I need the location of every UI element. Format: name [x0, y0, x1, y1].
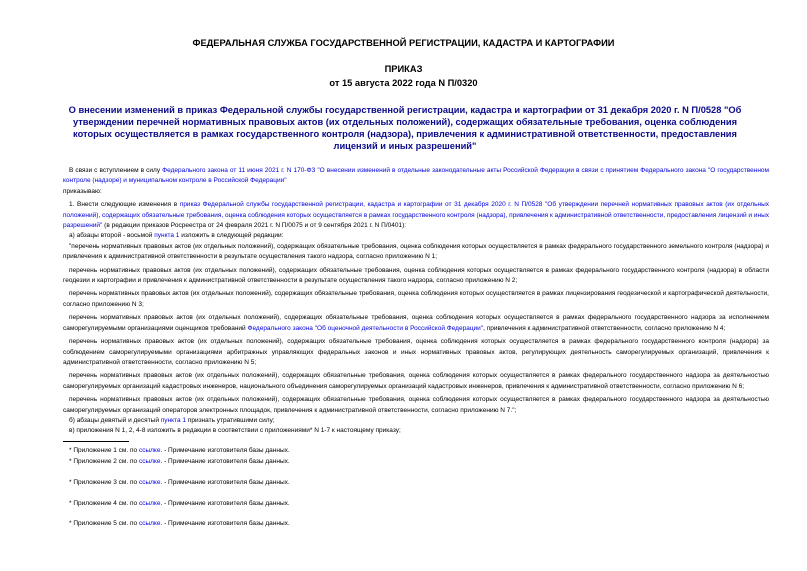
paragraph-list-2: перечень нормативных правовых актов (их отдельных положений), содержащих обязательные требования, оценка соблюдения которых осуществляется в рамках федерального государственного контроля (надзора) в области геодезии и картографии и привлечения к административной ответственности в результате осуществления такого надзора, согласно приложению N 2; — [63, 266, 769, 285]
paragraph-item-v: в) приложения N 1, 2, 4-8 изложить в редакции в соответствии с приложениями* N 1-7 к настоящему приказу; — [69, 427, 401, 435]
footnote-2: * Приложение 2 см. по ссылке. - Примечание изготовителя базы данных. — [69, 458, 290, 465]
paragraph-list-5: перечень нормативных правовых актов (их отдельных положений), содержащих обязательные требования, оценка соблюдения которых осуществляется в рамках федерального государственного контроля (надзора) за соблюдением саморегулируемыми организациями арбитражных управляющих федеральных законов и иных нормативных правовых актов, регулирующих деятельность саморегулируемых организаций, привлечения к административной ответственности, согласно приложению N 5; — [63, 338, 769, 366]
footnote-3-link[interactable]: ссылке — [138, 479, 161, 486]
paragraph-item-a: а) абзацы второй - восьмой пункта 1 изложить в следующей редакции: — [69, 232, 284, 240]
agency-heading: ФЕДЕРАЛЬНАЯ СЛУЖБА ГОСУДАРСТВЕННОЙ РЕГИСТРАЦИИ, КАДАСТРА И КАРТОГРАФИИ — [192, 38, 615, 48]
paragraph-list-6: перечень нормативных правовых актов (их отдельных положений), содержащих обязательные требования, оценка соблюдения которых осуществляется в рамках федерального государственного надзора за деятельностью саморегулируемых организаций кадастровых инженеров, национального объединения саморегулируемых организаций кадастровых инженеров, привлечения к административной ответственности, согласно приложению N 6; — [63, 372, 769, 390]
footnote-4: * Приложение 4 см. по ссылке. - Примечание изготовителя базы данных. — [69, 500, 290, 507]
federal-law-link[interactable]: Федерального закона от 11 июня 2021 г. N 170-ФЗ "О внесении изменений в отдельные законодательные акты Российской Федерации в связи с принятием Федерального закона "О государственном контроле (надзоре) и муниципальном контроле в Российской Федерации" — [63, 167, 769, 185]
paragraph-list-1: "перечень нормативных правовых актов (их отдельных положений), содержащих обязательные требования, оценка соблюдения которых осуществляется в рамках федерального государственного земельного контроля (надзора) и привлечения к административной ответственности в результате осуществления такого надзора, согласно приложению N 1; — [63, 242, 769, 261]
footnote-divider — [63, 441, 129, 442]
footnote-1: * Приложение 1 см. по ссылке. - Примечание изготовителя базы данных. — [69, 447, 290, 454]
title-pre: О внесении изменений в — [68, 105, 186, 115]
title-post: "Об утверждении перечней нормативных правовых актов (их отдельных положений), содержащих обязательные требования, оценка соблюдения которых осуществляется в рамках государственного контроля (надзора), привлечения к административной ответственности, предоставления лицензий и иных разрешений" — [72, 105, 742, 151]
title-order-link[interactable]: приказ Федеральной службы государственной регистрации, кадастра и картографии от 31 декабря 2020 г. N П/0528 — [185, 105, 722, 115]
order-word: приказываю: — [63, 187, 102, 195]
paragraph-intro: В связи с вступлением в силу Федерального закона от 11 июня 2021 г. N 170-ФЗ "О внесении изменений в отдельные законодательные акты Российской Федерации в связи с принятием Федерального закона "О государственном контроле (надзоре) и муниципальном контроле в Российской Федерации" — [63, 167, 769, 185]
footnote-5-link[interactable]: ссылке — [138, 520, 161, 527]
paragraph-item-b: б) абзацы девятый и десятый пункта 1 признать утратившими силу; — [69, 416, 275, 424]
point-1-link[interactable]: пункта 1 — [154, 232, 180, 240]
document-title — [55, 104, 755, 152]
paragraph-list-7: перечень нормативных правовых актов (их отдельных положений), содержащих обязательные требования, оценка соблюдения которых осуществляется в рамках федерального государственного надзора за деятельностью саморегулируемых организаций операторов электронных площадок, привлечения к административной ответственности, согласно приложению N 7."; — [63, 396, 769, 414]
paragraph-list-3: перечень нормативных правовых актов (их отдельных положений), содержащих обязательные требования, оценка соблюдения которых осуществляется в рамках лицензирования геодезической и картографической деятельности, согласно приложению N 3; — [63, 290, 769, 308]
footnote-5: * Приложение 5 см. по ссылке. - Примечание изготовителя базы данных. — [69, 520, 290, 527]
footnote-1-link[interactable]: ссылке — [138, 447, 161, 454]
footnote-3: * Приложение 3 см. по ссылке. - Примечание изготовителя базы данных. — [69, 479, 290, 486]
doc-type-heading: ПРИКАЗ — [384, 64, 423, 74]
paragraph-list-4: перечень нормативных правовых актов (их отдельных положений), содержащих обязательные требования, оценка соблюдения которых осуществляется в рамках федерального государственного надзора за исполнением саморегулируемыми организациями оценщиков требований Федерального закона "Об оценочной деятельности в Российской Федерации", привлечения к административной ответственности, согласно приложению N 4; — [63, 314, 769, 332]
footnote-4-link[interactable]: ссылке — [138, 500, 161, 507]
footnote-2-link[interactable]: ссылке — [138, 458, 161, 465]
document-body — [63, 166, 769, 437]
appraisal-law-link[interactable]: Федерального закона "Об оценочной деятельности в Российской Федерации" — [247, 324, 484, 332]
paragraph-item-1: 1. Внести следующие изменения в приказ Федеральной службы государственной регистрации, кадастра и картографии от 31 декабря 2020 г. N П/0528 "Об утверждении перечней нормативных правовых актов (их отдельных положений), содержащих обязательные требования, оценка соблюдения которых осуществляется в рамках государственного контроля (надзора), привлечения к административной ответственности, предоставления лицензий и иных разрешений" (в редакции приказов Росреестра от 24 февраля 2021 г. N П/0075 и от 9 сентября 2021 г. N П/0401): — [63, 201, 769, 230]
order-p0528-link[interactable]: приказ Федеральной службы государственной регистрации, кадастра и картографии от 31 декабря 2020 г. N П/0528 "Об утверждении перечней нормативных правовых актов (их отдельных положений), содержащих обязательные требования, оценка соблюдения которых осуществляется в рамках государственного контроля (надзора), привлечения к административной ответственности, предоставления лицензий и иных разрешений" — [63, 201, 769, 230]
point-1-link-2[interactable]: пункта 1 — [160, 416, 186, 424]
doc-date-number: от 15 августа 2022 года N П/0320 — [329, 78, 478, 88]
